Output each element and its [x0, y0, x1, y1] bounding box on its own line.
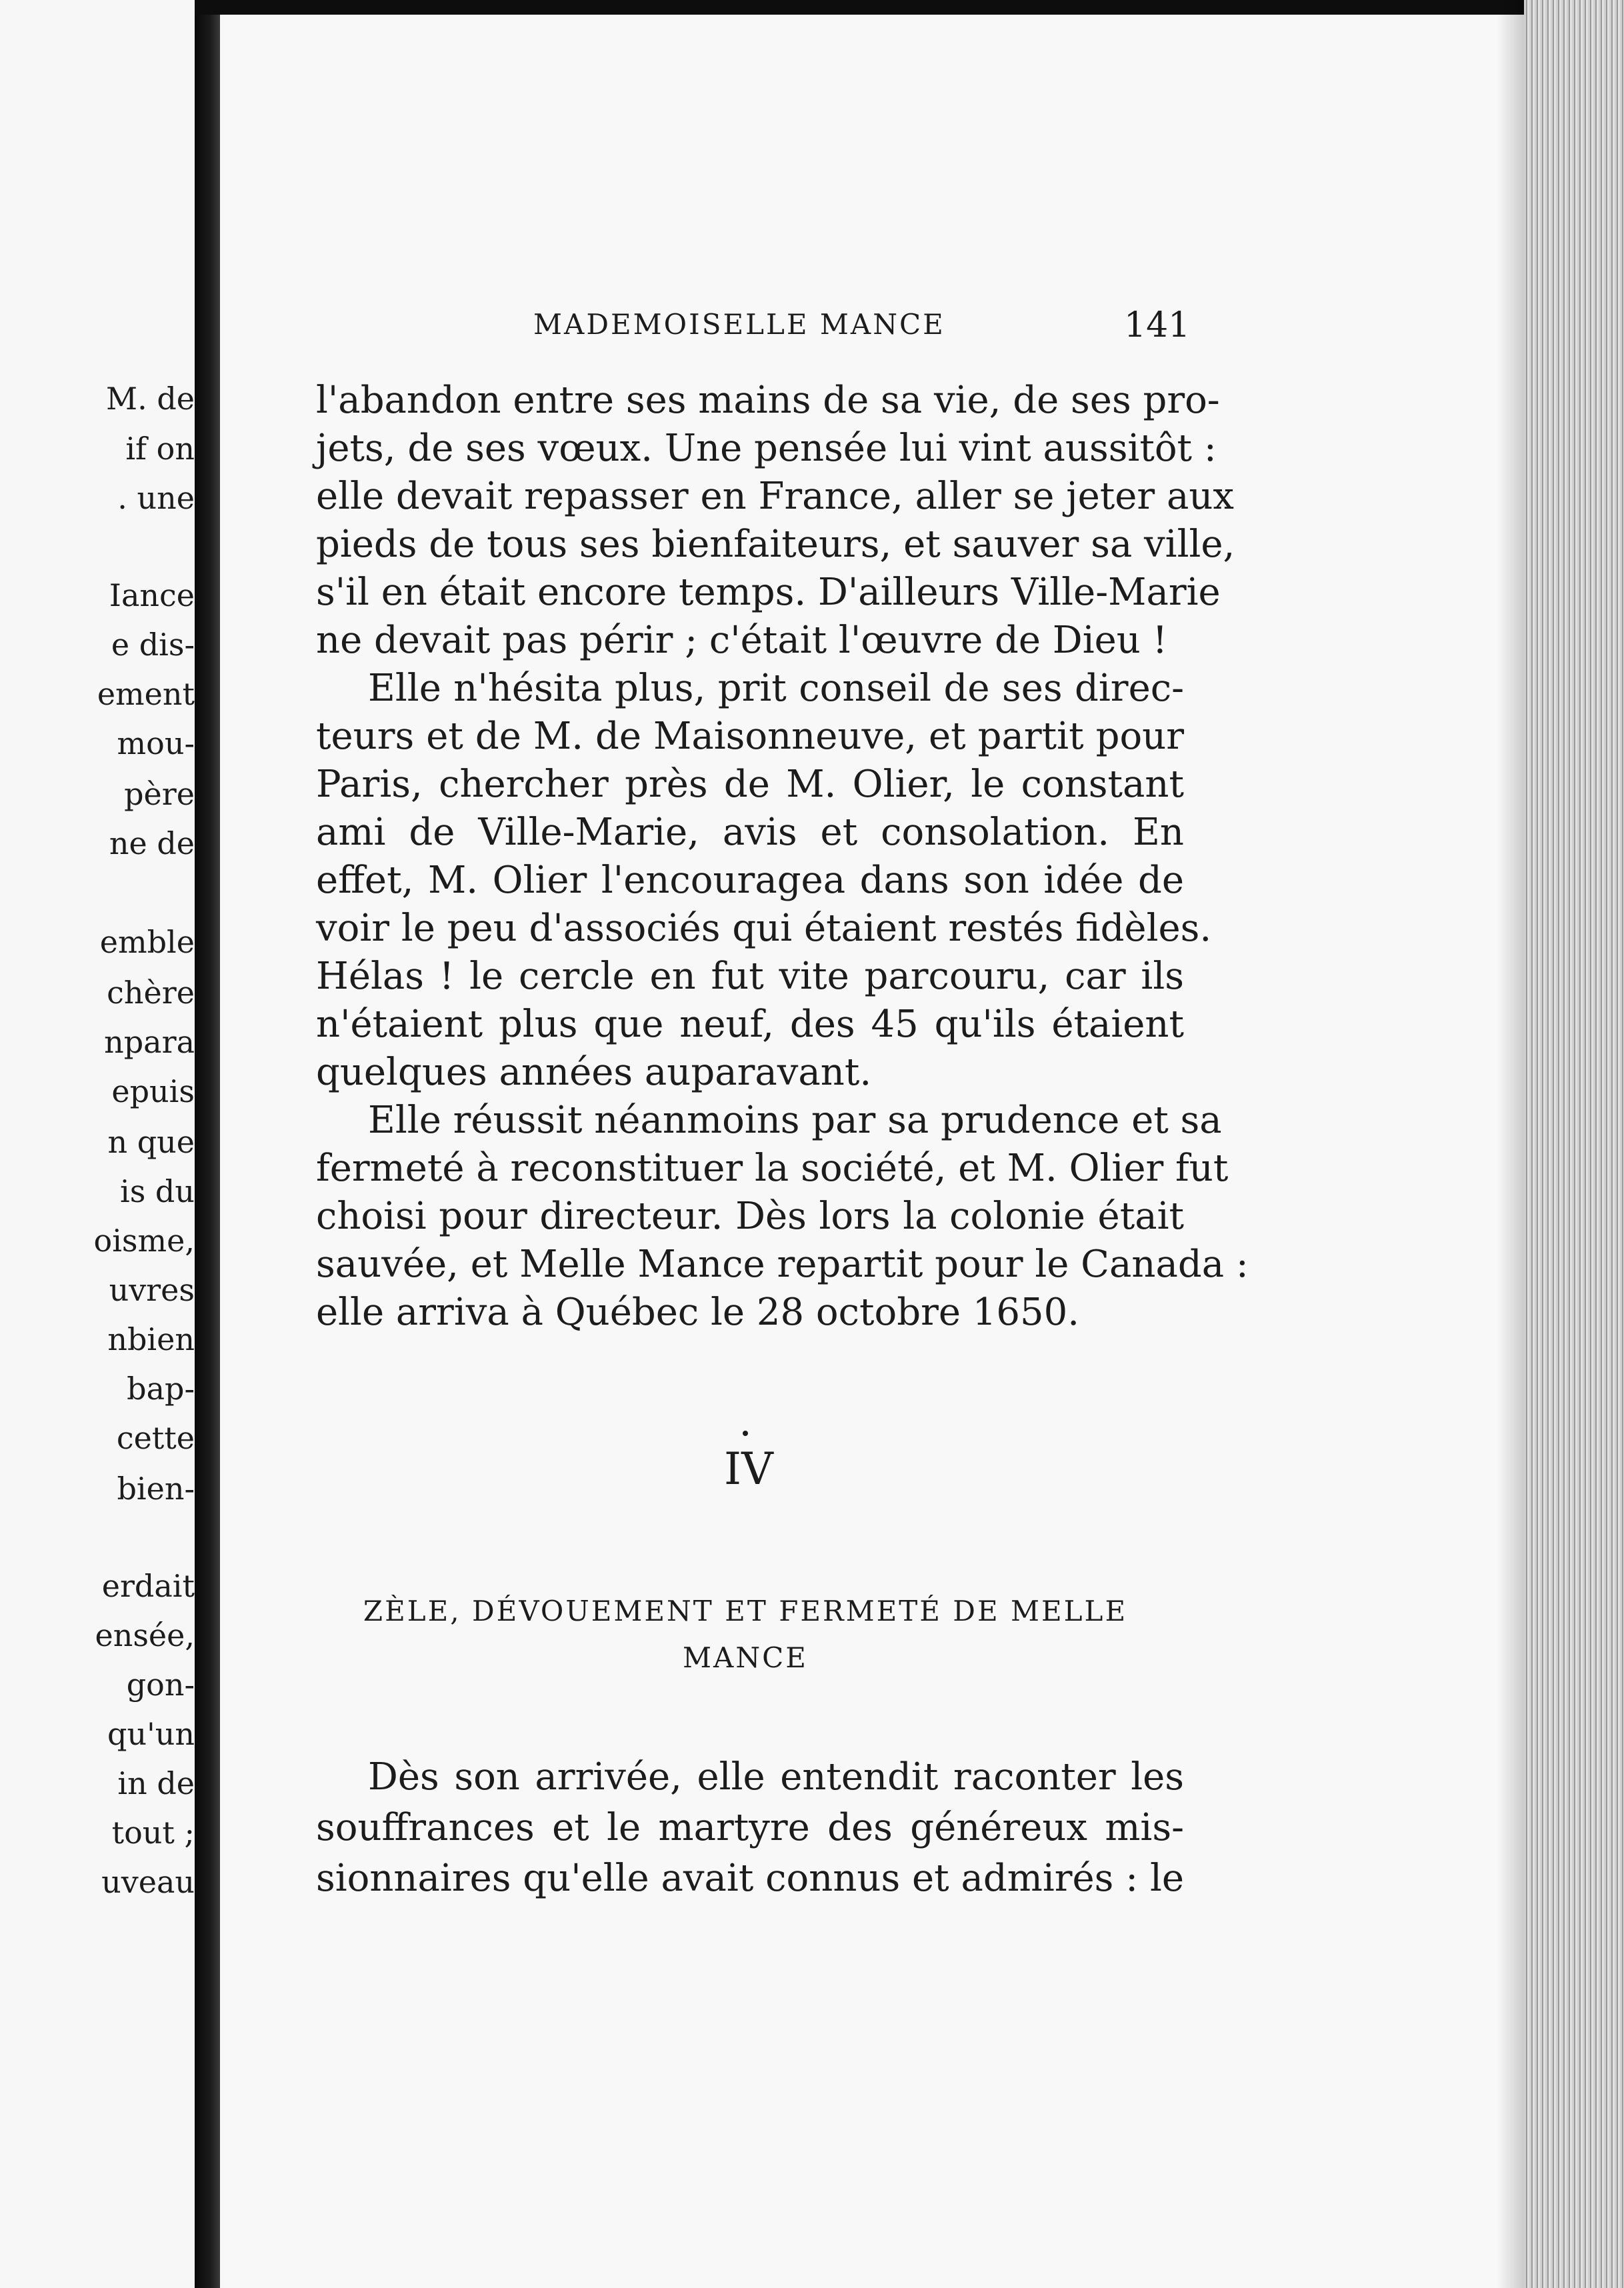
text-line: Hélas ! le cercle en fut vite parcouru, car ils — [316, 955, 1184, 998]
left-page-text-fragment: tout ; — [111, 1815, 195, 1851]
left-page-text-fragment: epuis — [111, 1073, 195, 1109]
left-page-text-fragment: n que — [107, 1124, 195, 1160]
left-page-text-fragment: chère — [107, 975, 195, 1011]
left-page-text-fragment: nbien — [107, 1321, 195, 1357]
text-line: teurs et de M. de Maisonneuve, et partit pour — [316, 715, 1184, 758]
left-page-text-fragment: père — [124, 776, 195, 812]
left-page-text-fragment: oisme, — [93, 1223, 195, 1259]
text-line: choisi pour directeur. Dès lors la colonie était — [316, 1195, 1184, 1238]
section-title: ZÈLE, DÉVOUEMENT ET FERMETÉ DE MELLE — [363, 1595, 1128, 1627]
text-line: n'étaient plus que neuf, des 45 qu'ils étaient — [316, 1003, 1184, 1046]
left-page-text-fragment: . une — [117, 480, 195, 516]
left-page-text-fragment: mou- — [117, 725, 195, 761]
left-page-text-fragment: erdait — [101, 1568, 195, 1604]
left-page-text-fragment: ne de — [109, 825, 195, 861]
page-edges — [1524, 0, 1624, 2288]
text-line: sionnaires qu'elle avait connus et admirés : le — [316, 1857, 1184, 1900]
left-page-text-fragment: uveau — [101, 1864, 195, 1900]
left-page-text-fragment: if on — [125, 431, 195, 467]
left-page-text-fragment: ement — [97, 676, 195, 712]
book-gutter — [195, 0, 220, 2288]
page-number: 141 — [1124, 305, 1191, 345]
text-line: sauvée, et Melle Mance repartit pour le Canada : — [316, 1243, 1249, 1286]
text-line: Elle réussit néanmoins par sa prudence et sa — [368, 1099, 1222, 1142]
text-line: l'abandon entre ses mains de sa vie, de ses pro- — [316, 379, 1220, 422]
top-edge-band — [195, 0, 1624, 15]
text-line: ne devait pas périr ; c'était l'œuvre de Dieu ! — [316, 619, 1168, 662]
text-line: elle arriva à Québec le 28 octobre 1650. — [316, 1291, 1080, 1334]
previous-page-fragment — [0, 0, 195, 2288]
left-page-text-fragment: bien- — [117, 1471, 195, 1507]
body-text-block — [316, 377, 1249, 1337]
text-line: s'il en était encore temps. D'ailleurs Ville-Marie — [316, 571, 1221, 614]
text-line: quelques années auparavant. — [316, 1051, 872, 1094]
text-line: voir le peu d'associés qui étaient restés fidèles. — [316, 907, 1212, 950]
left-page-text-fragment: ensée, — [95, 1617, 195, 1653]
text-line: Paris, chercher près de M. Olier, le constant — [316, 763, 1184, 806]
left-page-text-fragment: qu'un — [107, 1716, 195, 1752]
left-page-text-fragment: cette — [116, 1420, 195, 1456]
left-page-text-fragment: is du — [119, 1173, 195, 1209]
text-line: Dès son arrivée, elle entendit raconter les — [368, 1755, 1184, 1799]
left-page-text-fragment: Iance — [109, 577, 195, 613]
left-page-text-fragment: bap- — [127, 1371, 195, 1407]
left-page-text-fragment: e dis- — [111, 627, 195, 663]
left-page-text-fragment: M. de — [105, 381, 195, 417]
text-line: ami de Ville-Marie, avis et consolation. En — [316, 811, 1184, 854]
section-number: IV — [724, 1443, 773, 1495]
text-line: jets, de ses vœux. Une pensée lui vint aussitôt : — [316, 427, 1217, 470]
ink-dot — [743, 1431, 748, 1436]
left-page-text-fragment: npara — [104, 1024, 195, 1060]
left-page-text-fragment: emble — [99, 924, 195, 960]
text-line: Elle n'hésita plus, prit conseil de ses direc- — [368, 667, 1184, 710]
running-head: MADEMOISELLE MANCE — [533, 308, 945, 341]
body-text-block-2 — [316, 1752, 1184, 1904]
text-line: souffrances et le martyre des généreux mis- — [316, 1806, 1184, 1849]
text-line: fermeté à reconstituer la société, et M. Olier fut — [316, 1147, 1229, 1190]
section-title-continued: MANCE — [683, 1641, 808, 1674]
text-line: pieds de tous ses bienfaiteurs, et sauver sa ville, — [316, 523, 1235, 566]
left-page-text-fragment: uvres — [109, 1272, 195, 1308]
left-page-text-fragment: in de — [117, 1765, 195, 1801]
page-edge-shadow — [1497, 0, 1524, 2288]
text-line: elle devait repasser en France, aller se jeter aux — [316, 475, 1235, 518]
text-line: effet, M. Olier l'encouragea dans son idée de — [316, 859, 1184, 902]
left-page-text-fragment: gon- — [126, 1667, 195, 1703]
